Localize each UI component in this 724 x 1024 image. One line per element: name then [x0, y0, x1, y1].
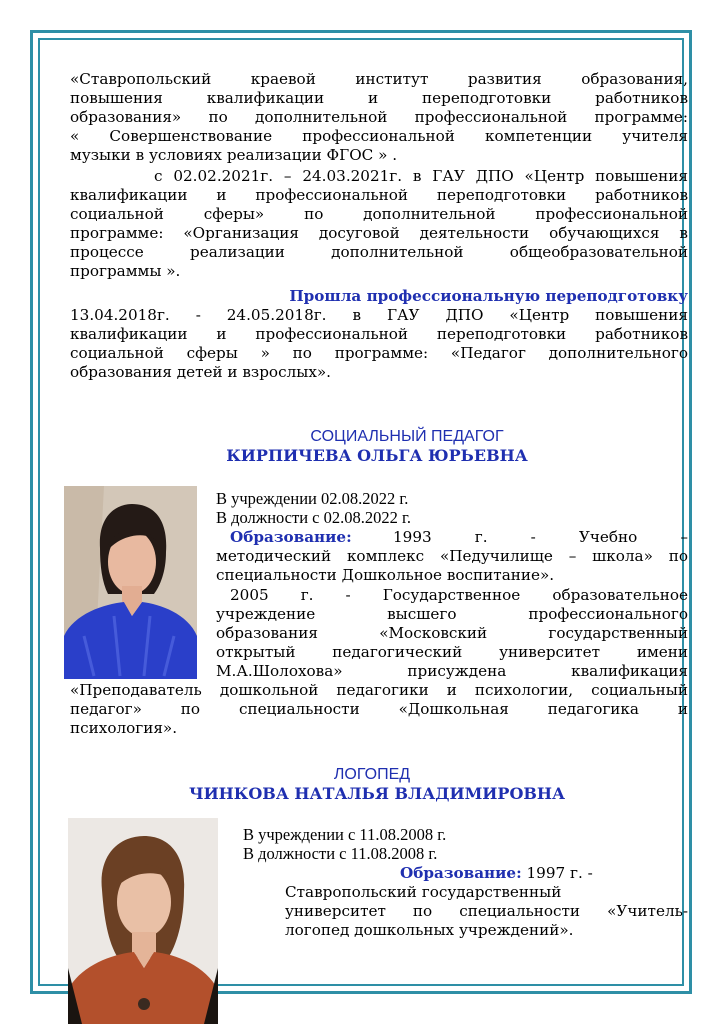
text-line: с 02.02.2021г. – 24.03.2021г. в ГАУ ДПО «Центр повышения	[154, 167, 688, 185]
since-institution: В учреждении с 11.08.2008 г.	[243, 825, 447, 844]
text-line: Ставропольский государственный	[285, 883, 562, 901]
text-line: социальной сферы » по программе: «Педагог дополнительного	[70, 344, 688, 362]
text-line: 2005 г. - Государственное образовательное	[230, 586, 688, 604]
education-first-line	[400, 864, 688, 883]
person-role: ЛОГОПЕД	[333, 766, 411, 783]
text-line: учреждение высшего профессионального	[216, 605, 688, 623]
text-line: музыки в условиях реализации ФГОС » .	[70, 146, 398, 164]
education-label: Образование:	[400, 864, 522, 882]
text-line: квалификации и профессиональной переподготовки работников	[70, 186, 688, 204]
text-line: М.А.Шолохова» присуждена квалификация	[216, 662, 688, 680]
text-line: повышения квалификации и переподготовки работников	[70, 89, 688, 107]
text-line: методический комплекс «Педучилище – школа» по	[216, 547, 688, 565]
text-line: образования «Московский государственный	[216, 624, 688, 642]
person-role: СОЦИАЛЬНЫЙ ПЕДАГОГ	[310, 428, 504, 445]
education-first-text: 1993 г. - Учебно –	[393, 528, 688, 546]
text-line: 13.04.2018г. - 24.05.2018г. в ГАУ ДПО «Центр повышения	[70, 306, 688, 324]
text-line: педагог» по специальности «Дошкольная педагогика и	[70, 700, 688, 718]
education-first-line	[230, 528, 688, 547]
text-line: университет по специальности «Учитель-	[285, 902, 688, 920]
text-line: квалификации и профессиональной переподготовки работников	[70, 325, 688, 343]
since-institution: В учреждении 02.08.2022 г.	[216, 489, 409, 508]
person-name: ЧИНКОВА НАТАЛЬЯ ВЛАДИМИРОВНА	[188, 784, 566, 803]
text-line: специальности Дошкольное воспитание».	[216, 566, 555, 584]
person-photo	[68, 818, 218, 1024]
text-line: программы ».	[70, 262, 181, 280]
text-line: программе: «Организация досуговой деятельности обучающихся в	[70, 224, 688, 242]
person-name: КИРПИЧЕВА ОЛЬГА ЮРЬЕВНА	[226, 446, 528, 465]
text-line: социальной сферы» по дополнительной профессиональной	[70, 205, 688, 223]
education-first-text: 1997 г. -	[526, 864, 593, 882]
text-line: «Ставропольский краевой институт развития образования,	[70, 70, 688, 88]
since-position: В должности с 11.08.2008 г.	[243, 844, 438, 863]
text-line: « Совершенствование профессиональной компетенции учителя	[70, 127, 688, 145]
text-line: процессе реализации дополнительной общеобразовательной	[70, 243, 688, 261]
retraining-heading: Прошла профессиональную переподготовку	[289, 287, 688, 305]
text-line: образования детей и взрослых».	[70, 363, 332, 381]
person-photo	[64, 486, 197, 679]
text-line: психология».	[70, 719, 178, 737]
text-line: открытый педагогический университет имени	[216, 643, 688, 661]
text-line: «Преподаватель дошкольной педагогики и психологии, социальный	[70, 681, 688, 699]
since-position: В должности с 02.08.2022 г.	[216, 508, 412, 527]
text-line: образования» по дополнительной профессиональной программе:	[70, 108, 688, 126]
text-line: логопед дошкольных учреждений».	[285, 921, 574, 939]
education-label: Образование:	[230, 528, 352, 546]
